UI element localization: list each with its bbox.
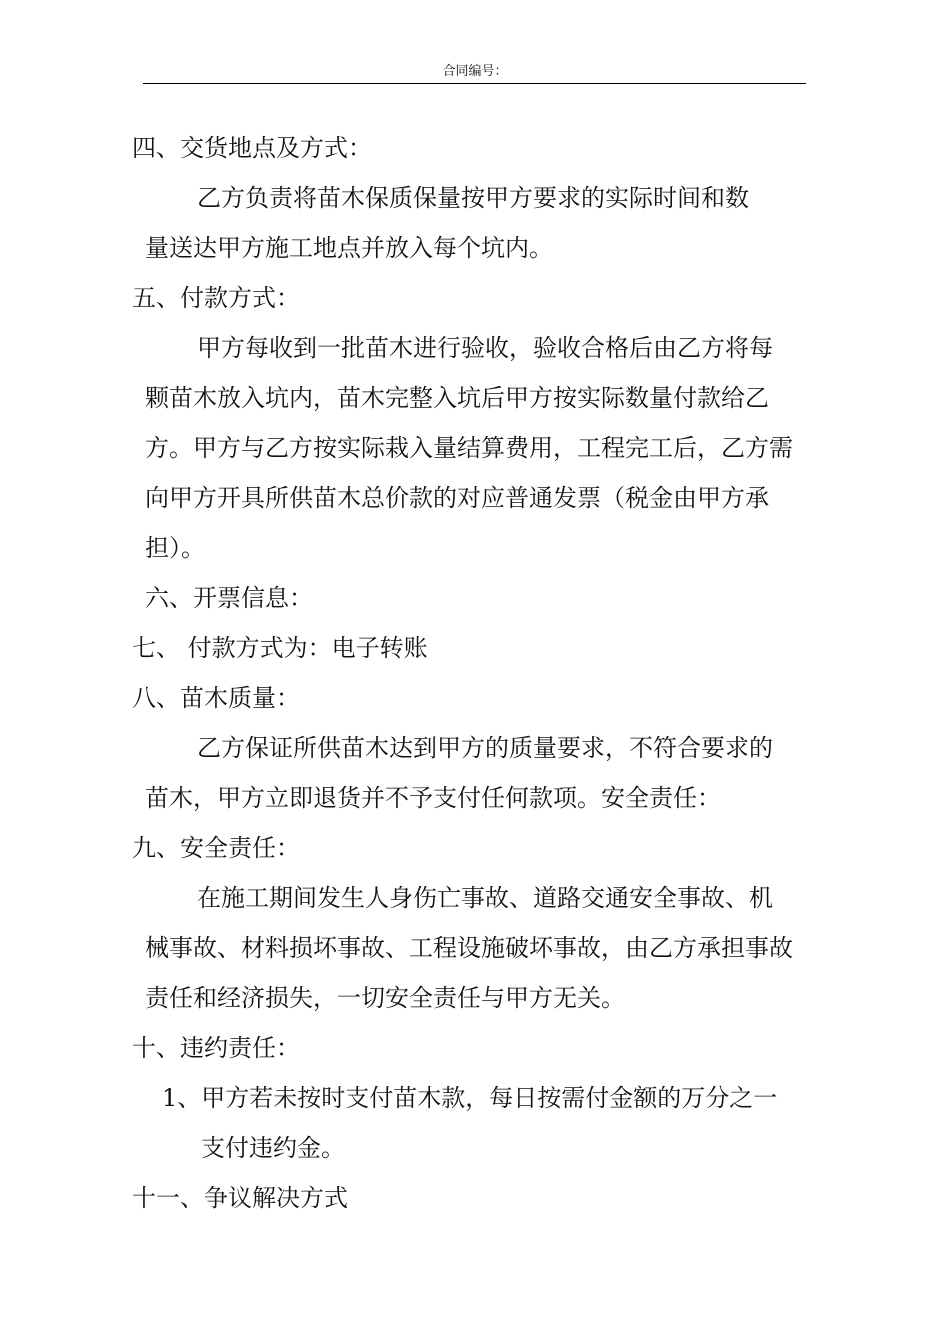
section-5-paragraph-line-5: 担）。: [145, 534, 205, 562]
section-9-paragraph-line-1: 在施工期间发生人身伤亡事故、道路交通安全事故、机: [197, 884, 773, 912]
section-5-paragraph-line-1: 甲方每收到一批苗木进行验收，验收合格后由乙方将每: [197, 334, 773, 362]
section-8-paragraph-line-2: 苗木，甲方立即退货并不予支付任何款项。安全责任：: [145, 784, 721, 812]
section-5-paragraph-line-4: 向甲方开具所供苗木总价款的对应普通发票（税金由甲方承: [145, 484, 769, 512]
section-11-title: 十一、争议解决方式: [132, 1184, 348, 1212]
section-9-paragraph-line-3: 责任和经济损失，一切安全责任与甲方无关。: [145, 984, 625, 1012]
section-10-item-1-line-1: 1、甲方若未按时支付苗木款，每日按需付金额的万分之一: [162, 1084, 778, 1112]
section-4-title: 四、交货地点及方式：: [132, 134, 372, 162]
section-10-title: 十、违约责任：: [132, 1034, 300, 1062]
contract-number-header: 合同编号：: [442, 64, 508, 79]
header-rule: [143, 83, 806, 84]
section-6-title: 六、开票信息：: [145, 584, 313, 612]
section-10-item-1-line-2: 支付违约金。: [201, 1134, 345, 1162]
section-5-paragraph-line-2: 颗苗木放入坑内，苗木完整入坑后甲方按实际数量付款给乙: [145, 384, 769, 412]
section-5-title: 五、付款方式：: [132, 284, 300, 312]
section-8-paragraph-line-1: 乙方保证所供苗木达到甲方的质量要求，不符合要求的: [197, 734, 773, 762]
section-5-paragraph-line-3: 方。甲方与乙方按实际栽入量结算费用，工程完工后，乙方需: [145, 434, 793, 462]
section-9-paragraph-line-2: 械事故、材料损坏事故、工程设施破坏事故，由乙方承担事故: [145, 934, 793, 962]
section-8-title: 八、苗木质量：: [132, 684, 300, 712]
section-4-paragraph-line-2: 量送达甲方施工地点并放入每个坑内。: [145, 234, 553, 262]
section-4-paragraph-line-1: 乙方负责将苗木保质保量按甲方要求的实际时间和数: [197, 184, 749, 212]
section-9-title: 九、安全责任：: [132, 834, 300, 862]
section-7-title: 七、 付款方式为：电子转账: [132, 634, 428, 662]
